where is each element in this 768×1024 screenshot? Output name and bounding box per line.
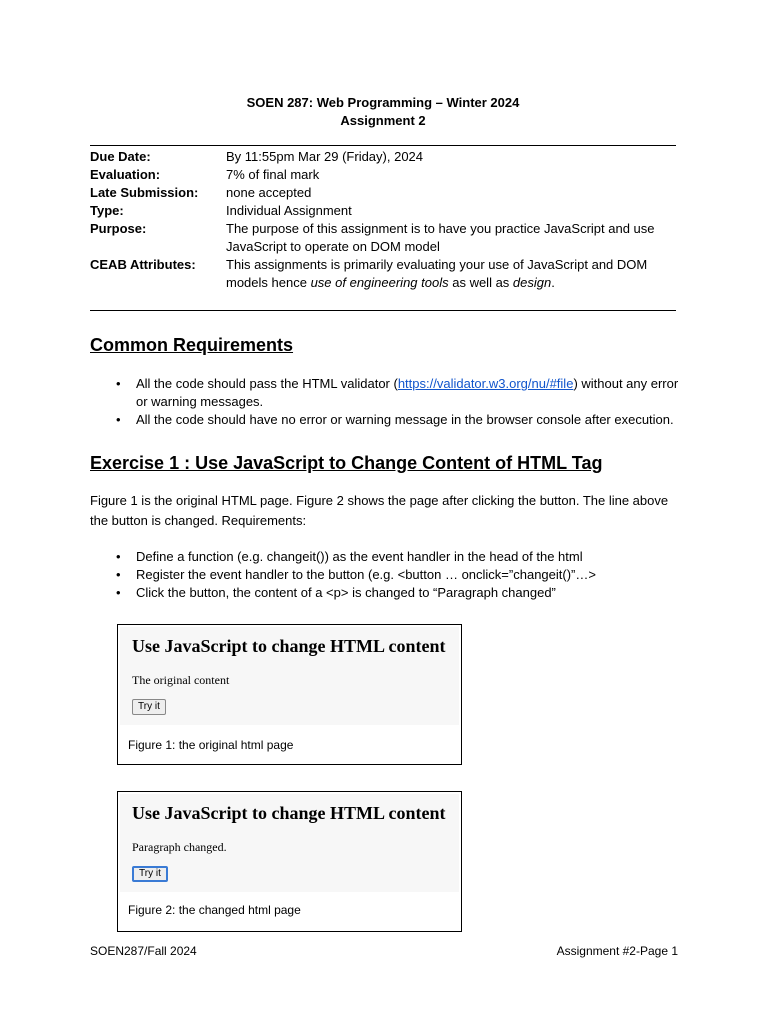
info-key: Purpose: — [90, 221, 147, 236]
bullet-icon: • — [116, 585, 121, 600]
info-row-ceab — [90, 256, 676, 292]
figure-1-caption: Figure 1: the original html page — [128, 738, 294, 752]
info-key: Type: — [90, 203, 124, 218]
info-value: By 11:55pm Mar 29 (Friday), 2024 — [226, 149, 424, 164]
section-title-exercise-1: Exercise 1 : Use JavaScript to Change Content of HTML Tag — [90, 453, 603, 473]
exercise-1-intro: Figure 1 is the original HTML page. Figure 2 shows the page after clicking the button. The line above the button is changed. Requirements: — [90, 493, 669, 528]
list-item-text: Register the event handler to the button (e.g. <button … onclick=”changeit()”…> — [136, 567, 596, 582]
footer-course-term: SOEN287/Fall 2024 — [90, 944, 197, 958]
figure-1-try-it-button[interactable]: Try it — [132, 699, 166, 715]
list-item — [110, 411, 680, 429]
info-row-purpose — [90, 220, 676, 256]
info-row-type — [90, 202, 676, 220]
figure-2-screenshot — [120, 794, 459, 892]
bottom-divider — [90, 310, 676, 311]
course-title: SOEN 287: Web Programming – Winter 2024 — [246, 95, 520, 110]
footer-page-number: Assignment #2-Page 1 — [556, 944, 678, 958]
info-key: CEAB Attributes: — [90, 257, 196, 272]
document-header — [90, 94, 676, 130]
figure-2-caption: Figure 2: the changed html page — [128, 903, 301, 917]
figure-1-screenshot — [120, 627, 459, 725]
list-item-text: All the code should have no error or warning message in the browser console after execution. — [136, 412, 674, 427]
bullet-icon: • — [116, 567, 121, 582]
info-key: Due Date: — [90, 149, 151, 164]
ceab-text: This assignments is primarily evaluating your use of JavaScript and DOM models hence — [226, 257, 648, 290]
figure-1 — [117, 624, 462, 765]
figure-2-paragraph: Paragraph changed. — [132, 840, 227, 854]
info-value: none accepted — [226, 185, 312, 200]
list-item-text: ) without any error or warning messages. — [136, 376, 679, 409]
list-item — [110, 548, 680, 566]
section-title-common: Common Requirements — [90, 335, 294, 355]
info-row-due-date — [90, 148, 676, 166]
list-item — [110, 584, 680, 602]
bullet-icon: • — [116, 376, 121, 391]
figure-2 — [117, 791, 462, 932]
bullet-icon: • — [116, 549, 121, 564]
ceab-emphasis-tools: use of engineering tools — [310, 275, 449, 290]
list-item-text: Click the button, the content of a <p> is changed to “Paragraph changed” — [136, 585, 556, 600]
ceab-emphasis-design: design — [512, 275, 552, 290]
figure-2-try-it-button[interactable]: Try it — [132, 866, 168, 882]
top-divider — [90, 145, 676, 146]
info-value — [226, 256, 676, 292]
assignment-title: Assignment 2 — [340, 113, 426, 128]
list-item-text: All the code should pass the HTML validator ( — [136, 376, 398, 391]
ceab-text: . — [551, 275, 555, 290]
info-row-late-submission — [90, 184, 676, 202]
info-row-evaluation — [90, 166, 676, 184]
common-requirements-list — [110, 375, 680, 429]
validator-link[interactable]: https://validator.w3.org/nu/#file — [397, 376, 574, 391]
bullet-icon: • — [116, 412, 121, 427]
info-value: 7% of final mark — [226, 167, 320, 182]
list-item — [110, 375, 680, 411]
list-item-text: Define a function (e.g. changeit()) as the event handler in the head of the html — [136, 549, 583, 564]
figure-1-heading: Use JavaScript to change HTML content — [132, 636, 446, 656]
assignment-info-table — [90, 148, 676, 292]
exercise-1-requirements-list — [110, 548, 680, 602]
info-key: Evaluation: — [90, 167, 161, 182]
ceab-text: as well as — [448, 275, 513, 290]
info-key: Late Submission: — [90, 185, 199, 200]
figure-2-heading: Use JavaScript to change HTML content — [132, 803, 446, 823]
figure-1-paragraph: The original content — [132, 673, 230, 687]
list-item — [110, 566, 680, 584]
info-value: The purpose of this assignment is to have you practice JavaScript and use JavaScript to operate on DOM model — [226, 221, 655, 254]
info-value: Individual Assignment — [226, 203, 352, 218]
